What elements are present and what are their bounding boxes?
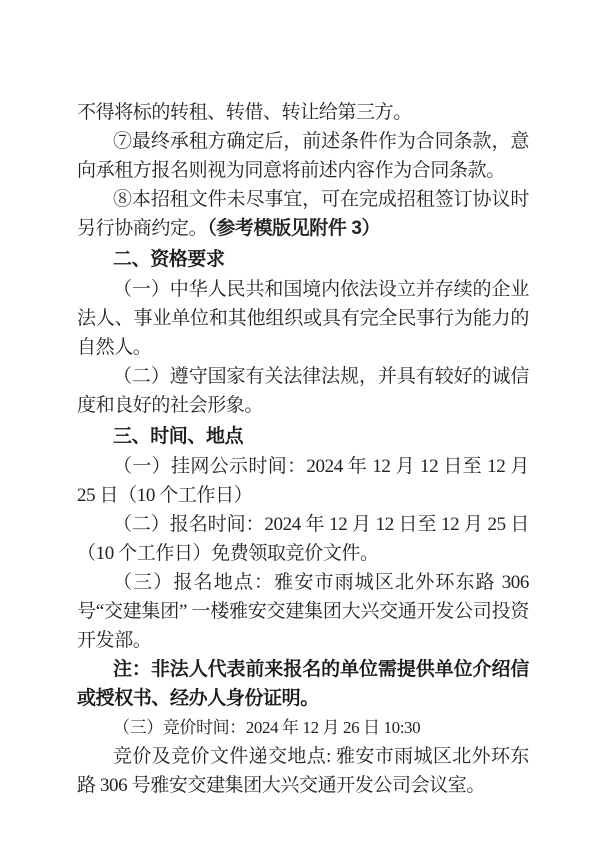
paragraph-publicity-time: （一）挂网公示时间：2024 年 12 月 12 日至 12 月 25 日（10 个工作日）: [77, 456, 529, 506]
paragraph-registration-time: （二）报名时间：2024 年 12 月 12 日至 12 月 25 日（10 个工作日）免费领取竞价文件。: [77, 514, 529, 564]
paragraph-registration-place: （三）报名地点：雅安市雨城区北外环东路 306 号“交建集团” 一楼雅安交建集团大兴交通开发公司投资开发部。: [77, 572, 529, 651]
section-heading-qualification-requirements: 二、资格要求: [113, 249, 225, 270]
clause-8-attachment-reference: （参考模版见附件 3）: [207, 218, 381, 239]
paragraph-bidding-time: （三）竞价时间：2024 年 12 月 26 日 10:30: [113, 718, 421, 737]
paragraph-qualification-item-2: （二）遵守国家有关法律法规，并具有较好的诚信度和良好的社会形象。: [77, 366, 529, 416]
paragraph-qualification-item-1: （一）中华人民共和国境内依法设立并存续的企业法人、事业单位和其他组织或具有完全民事行为能力的自然人。: [77, 279, 529, 358]
paragraph-clause-8: [77, 185, 529, 243]
paragraph-note-authorization: 注：非法人代表前来报名的单位需提供单位介绍信或授权书、经办人身份证明。: [77, 659, 529, 709]
paragraph-bidding-place: 竞价及竞价文件递交地点: 雅安市雨城区北外环东路 306 号雅安交建集团大兴交通开发公司会议室。: [77, 746, 529, 796]
paragraph-clause-7: ⑦最终承租方确定后，前述条件作为合同条款，意向承租方报名则视为同意将前述内容作为合同条款。: [77, 131, 529, 181]
clause-8-text: ⑧本招租文件未尽事宜，可在完成招租签订协议时另行协商约定。: [77, 189, 529, 239]
paragraph-no-sublet-clause: 不得将标的转租、转借、转让给第三方。: [77, 102, 412, 123]
section-heading-time-and-place: 三、时间、地点: [113, 426, 244, 447]
